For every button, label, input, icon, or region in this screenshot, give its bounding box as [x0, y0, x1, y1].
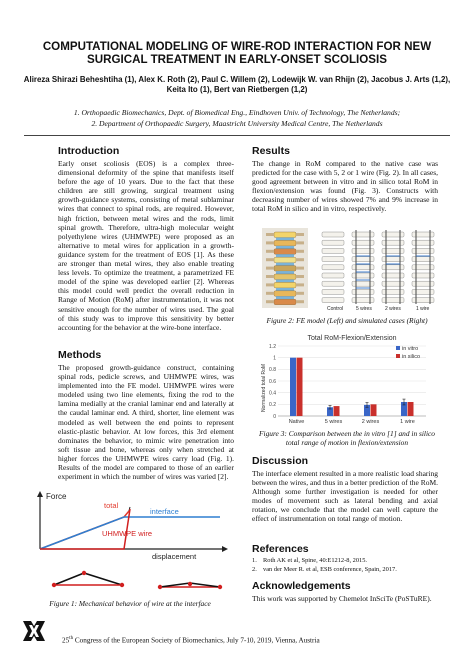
transverse-process	[266, 267, 274, 270]
affiliation-2: 2. Department of Orthopaedic Surgery, Maastricht University Medical Centre, The Netherlands	[91, 118, 383, 128]
legend-label-in-vitro: in vitro	[402, 346, 419, 352]
vertebra-mesh	[322, 298, 344, 303]
affiliations	[22, 108, 452, 129]
introduction-heading: Introduction	[58, 145, 120, 157]
transverse-process	[296, 233, 304, 236]
vertebra	[274, 299, 296, 305]
vertebra	[274, 249, 296, 255]
discussion-text: The interface element resulted in a more realistic load sharing between the wires, and thus in a better prediction of the RoM. Although some further investigation is needed for other modes of movement such as lateral bending and axial rotation, we conclude that the model can well capture the effect of instrumentation on total range of motion.	[252, 469, 438, 524]
intervertebral-disc	[276, 296, 294, 299]
vertebra-mesh	[322, 248, 344, 253]
vertebra	[274, 291, 296, 297]
chart-legend	[396, 346, 420, 360]
figure-2-spine-models	[252, 226, 442, 312]
transverse-process	[296, 283, 304, 286]
case-label-control: Control	[327, 306, 344, 312]
wire-node	[158, 585, 162, 589]
acknowledgements-heading: Acknowledgements	[252, 580, 351, 592]
reference-item: 2. van der Meer R. et al, ESB conference, Spain, 2017.	[252, 566, 397, 573]
figure-3-caption: Figure 3: Comparison between the in vitro [1] and in silico total range of motion in flexion/extension	[259, 429, 435, 447]
chart-title: Total RoM-Flexion/Extension	[307, 335, 397, 342]
intervertebral-disc	[276, 263, 294, 266]
vertebra-mesh	[412, 298, 434, 303]
wire-node	[120, 583, 124, 587]
bar-in-silico-5-wires	[334, 406, 340, 416]
results-text: The change in RoM compared to the native case was predicted for the case with 5, 2 or 1 wire (Fig. 2). In all cases, good agreement between in vitro and in silico total RoM in flexion/extension was found (Fig. 3). Constructs with decreasing number of wires showed 7% and 9% increase in total RoM in silico and in vitro, respectively.	[252, 159, 438, 214]
case-label-2-wires: 2 wires	[385, 306, 401, 312]
legend-swatch-in-silico	[396, 354, 400, 358]
vertebra-mesh	[322, 232, 344, 237]
vertebra-mesh	[412, 257, 434, 262]
vertebra	[274, 240, 296, 246]
vertebra-mesh	[412, 281, 434, 286]
vertebra	[274, 232, 296, 238]
references-list	[252, 556, 442, 574]
intervertebral-disc	[276, 271, 294, 274]
figure-1-caption: Figure 1: Mechanical behavior of wire at the interface	[49, 599, 211, 608]
bar-in-silico-native	[297, 358, 303, 416]
y-tick-label: 1	[273, 355, 276, 362]
acknowledgements-text: This work was supported by Chemelot InSciTe (PoSTuRE).	[252, 594, 432, 603]
vertebra-mesh	[382, 265, 404, 270]
figure-3-bar-chart	[256, 330, 438, 430]
transverse-process	[266, 275, 274, 278]
paper-title: COMPUTATIONAL MODELING OF WIRE-ROD INTERACTION FOR NEW SURGICAL TREATMENT IN EARLY-ONSET SCOLIOSIS	[42, 40, 432, 66]
vertebra-mesh	[352, 289, 374, 294]
vertebra-mesh	[412, 240, 434, 245]
transverse-process	[296, 258, 304, 261]
x-tick-label: Native	[288, 419, 305, 425]
transverse-process	[296, 300, 304, 303]
y-axis-arrow-icon	[37, 491, 43, 497]
vertebra-mesh	[382, 273, 404, 278]
y-tick-label: 0	[273, 413, 276, 420]
transverse-process	[296, 241, 304, 244]
vertebra-mesh	[382, 298, 404, 303]
vertebra-mesh	[352, 265, 374, 270]
vertebra-mesh	[412, 248, 434, 253]
wire-node	[218, 585, 222, 589]
transverse-process	[296, 267, 304, 270]
y-tick-label: 0.2	[269, 402, 276, 409]
intervertebral-disc	[276, 280, 294, 283]
vertebra-mesh	[352, 273, 374, 278]
vertebra	[274, 282, 296, 288]
intervertebral-disc	[276, 254, 294, 257]
vertebra	[274, 257, 296, 263]
vertebra-mesh	[382, 240, 404, 245]
y-tick-label: 0.6	[269, 378, 276, 385]
legend-swatch-in-vitro	[396, 346, 400, 350]
transverse-process	[296, 250, 304, 253]
y-tick-label: 0.8	[269, 367, 276, 374]
vertebra-mesh	[412, 232, 434, 237]
vertebra-mesh	[382, 232, 404, 237]
bar-in-silico-2-wires	[371, 404, 377, 416]
author-list: Alireza Shirazi Beheshtiha (1), Alex K. Roth (2), Paul C. Willem (2), Lodewijk W. van Rhijn (2), Jacobus J. Arts (1,2), Keita Ito (1), Bert van Rietbergen (1,2)	[23, 75, 451, 94]
wire-node	[82, 571, 86, 575]
transverse-process	[266, 241, 274, 244]
reference-item: 1. Roth AK et al, Spine, 40:E1212-8, 2015.	[252, 557, 368, 564]
vertebra	[274, 274, 296, 280]
wire-sketch-unloaded	[54, 573, 122, 585]
transverse-process	[266, 250, 274, 253]
vertebra-mesh	[352, 257, 374, 262]
transverse-process	[266, 283, 274, 286]
x-tick-label: 5 wires	[324, 419, 343, 425]
vertebra-mesh	[382, 257, 404, 262]
transverse-process	[296, 275, 304, 278]
x-tick-label: 2 wires	[361, 419, 380, 425]
vertebra-mesh	[352, 298, 374, 303]
transverse-process	[266, 258, 274, 261]
vertebra	[274, 266, 296, 272]
fe-model-spine	[262, 228, 308, 308]
affiliation-1: 1. Orthopaedic Biomechanics, Dept. of Biomedical Eng., Eindhoven Univ. of Technology, The Netherlands;	[73, 108, 401, 117]
vertebra-mesh	[352, 240, 374, 245]
methods-heading: Methods	[58, 349, 102, 361]
vertebra-mesh	[322, 240, 344, 245]
case-label-1-wire: 1 wire	[416, 306, 430, 312]
methods-text: The proposed growth-guidance construct, containing spinal rods, pedicle screws, and UHMWPE wires, was implemented into the FE model. UHMWPE wires were modeled using two line elements, fixing the rod to the lamina medially at the cranial laminar end and laterally at the caudal laminar end. A third, shorter, line element was modeled as well between the end points to represent elastic-plastic behavior. At low forces, this 3rd element dominates the behavior, to mimic wire penetration into soft tissue and bone, whereas only when stretched at higher forces the UHMWPE wires carry load (Fig. 1). Results of the model are compared to those of an earlier experiment in which the number of wires was varied [2].	[58, 363, 234, 482]
y-axis-label: Force	[46, 492, 67, 501]
footer-conference: 25th Congress of the European Society of Biomechanics, July 7-10, 2019, Vienna, Austria	[62, 636, 320, 645]
vertebra-mesh	[352, 232, 374, 237]
total-curve-label: total	[104, 501, 119, 510]
transverse-process	[266, 300, 274, 303]
header-divider	[24, 135, 450, 136]
discussion-heading: Discussion	[252, 455, 309, 467]
references-heading: References	[252, 543, 309, 555]
intervertebral-disc	[276, 238, 294, 241]
vertebra-mesh	[382, 281, 404, 286]
vertebra-mesh	[322, 265, 344, 270]
vertebra-mesh	[322, 273, 344, 278]
y-tick-label: 1.2	[269, 343, 276, 350]
case-label-5-wires: 5 wires	[356, 306, 372, 312]
bar-in-silico-1-wire	[408, 402, 414, 416]
introduction-text: Early onset scoliosis (EOS) is a complex three-dimensional deformity of the spine that manifests itself before the age of 10 years. Due to the fact that these children are still growing, surgical treatment using growth-guidance systems, consisting of metal sublaminar wires that connect to spinal rods, are required. However, high friction, between metal wires and the rods, limit spinal growth. Therefore, ultra-high molecular weight polyethylene wires (UHMWPE) were proposed as an alternative to metal wires for application in a growth-guidance system for the treatment of EOS [1]. As these are stronger than metal wires, they also enable treating less levels. To optimize the treatment, a parametrized FE model of the spine was developed earlier [2]. Whereas this model could well predict the overall reduction in Range of Motion (RoM) after instrumentation, it was not sensitive enough for the number of wires used. The goal of this study was to improve this sensitivity by better accounting for the behavior at the wire-bone interface.	[58, 159, 234, 332]
transverse-process	[296, 292, 304, 295]
wire-node	[188, 582, 192, 586]
vertebra-mesh	[352, 248, 374, 253]
y-tick-label: 0.4	[269, 390, 276, 397]
transverse-process	[266, 233, 274, 236]
figure-2-caption: Figure 2: FE model (Left) and simulated cases (Right)	[266, 316, 428, 325]
vertebra-mesh	[382, 289, 404, 294]
figure-1-mechanical-diagram	[24, 487, 236, 599]
esb-logo-icon	[20, 618, 48, 644]
x-tick-label: 1 wire	[400, 419, 415, 425]
transverse-process	[266, 292, 274, 295]
uhmwpe-wire-curve-label: UHMWPE wire	[102, 529, 152, 538]
vertebra-mesh	[322, 281, 344, 286]
vertebra-mesh	[412, 289, 434, 294]
vertebra-mesh	[322, 257, 344, 262]
vertebra-mesh	[412, 273, 434, 278]
chart-y-axis-label: Normalized total RoM	[261, 363, 267, 413]
legend-label-in-silico: in silico	[402, 354, 421, 360]
wire-node	[52, 583, 56, 587]
vertebra-mesh	[382, 248, 404, 253]
vertebra-mesh	[412, 265, 434, 270]
interface-curve-label: interface	[150, 507, 179, 516]
results-heading: Results	[252, 145, 290, 157]
vertebra-mesh	[322, 289, 344, 294]
intervertebral-disc	[276, 288, 294, 291]
x-axis-label: displacement	[152, 552, 197, 561]
vertebra-mesh	[352, 281, 374, 286]
bar-in-vitro-native	[290, 358, 296, 416]
intervertebral-disc	[276, 246, 294, 249]
x-axis-arrow-icon	[222, 546, 228, 552]
